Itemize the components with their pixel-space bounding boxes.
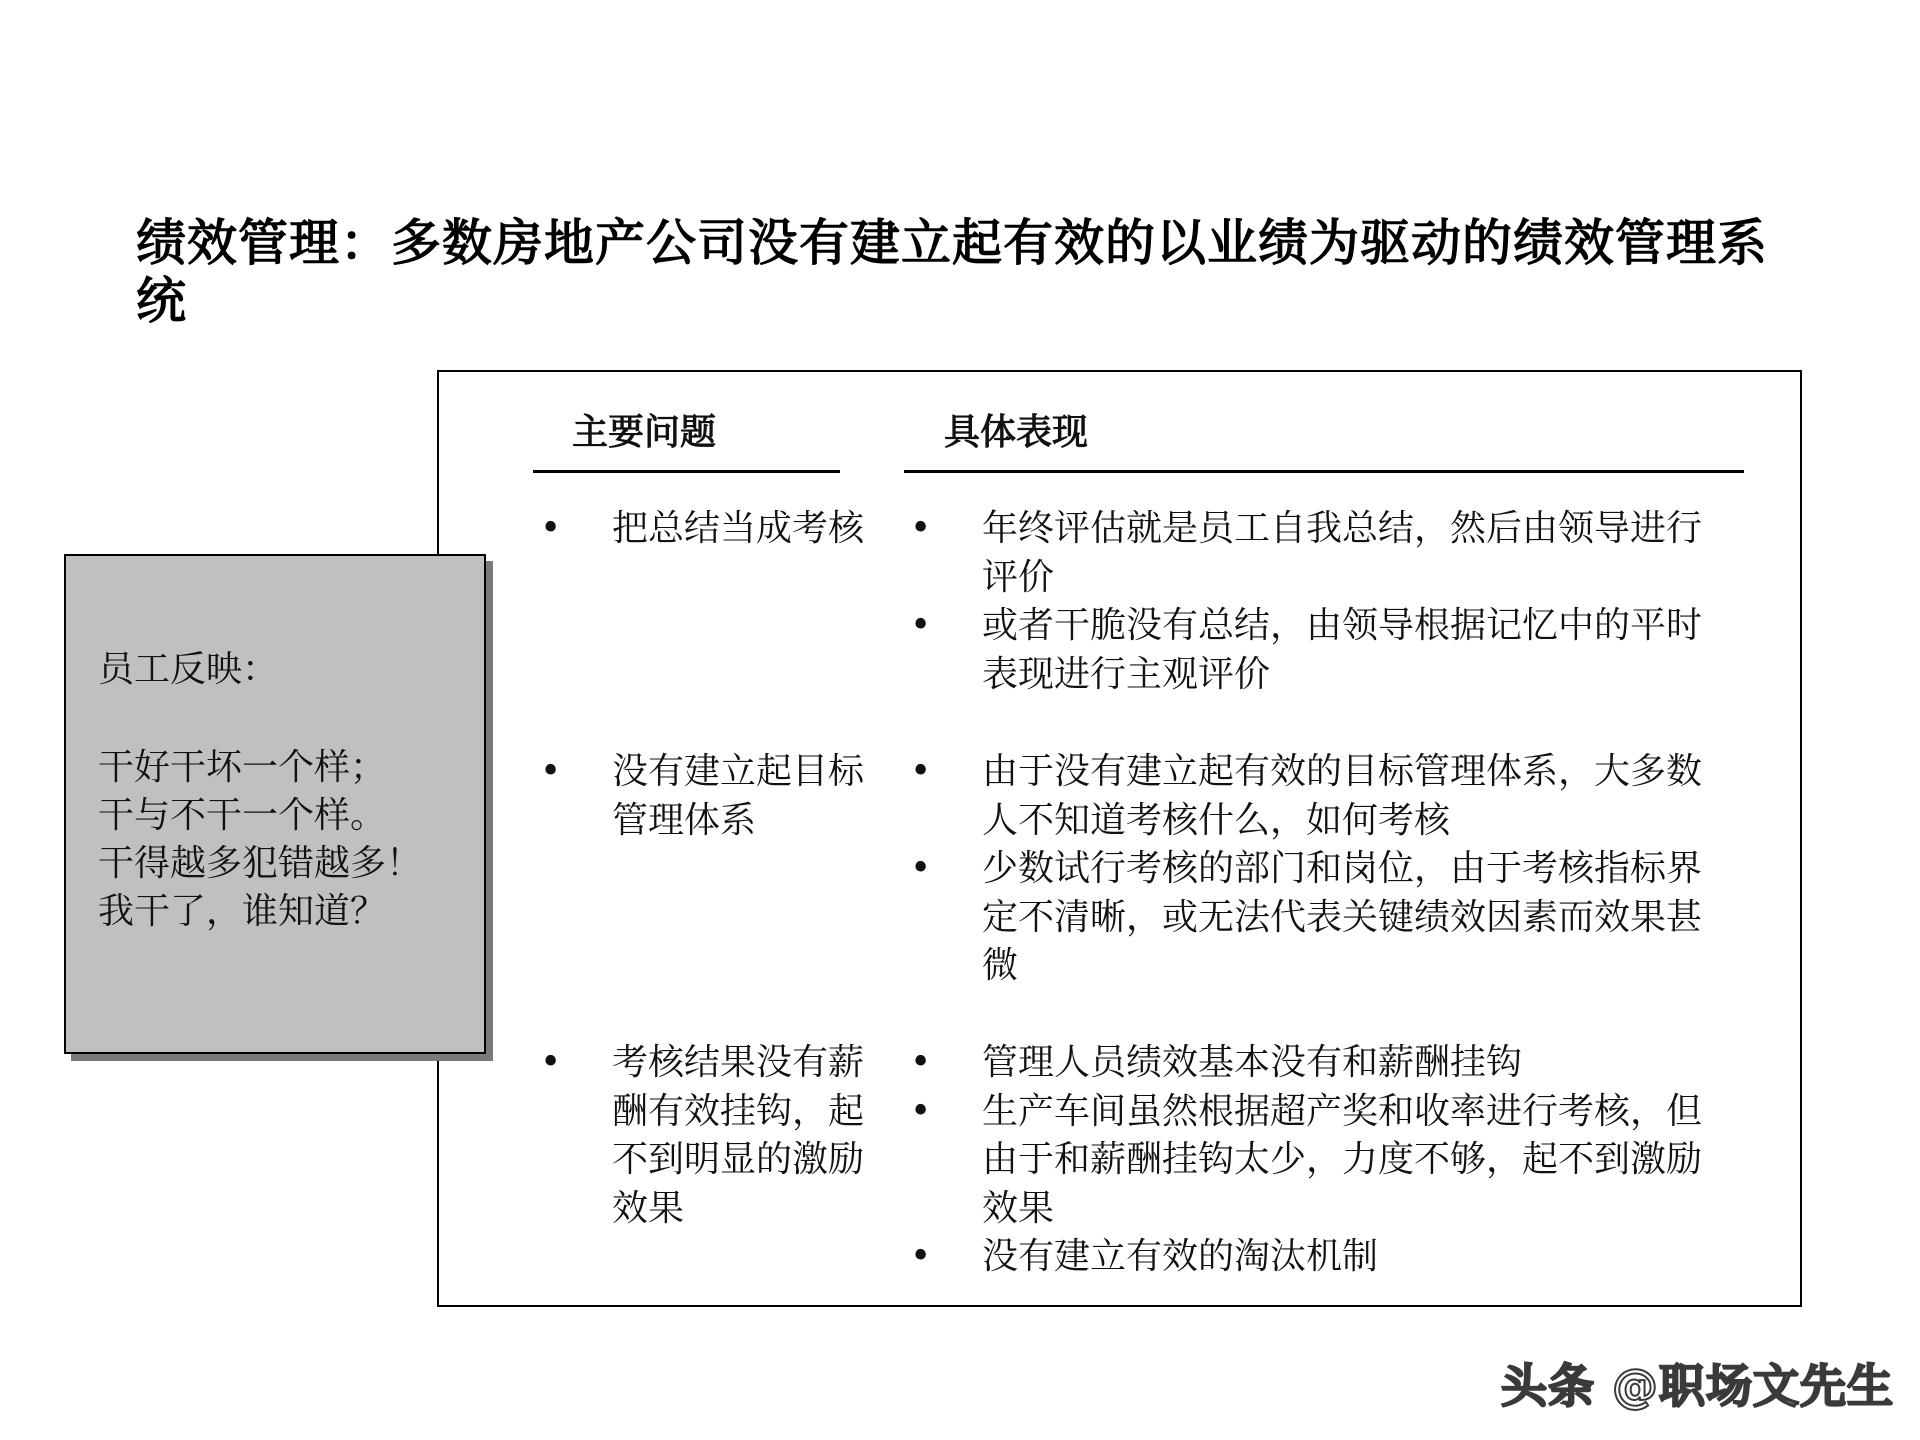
- detail-text: 由于没有建立起有效的目标管理体系，大多数人不知道考核什么，如何考核: [982, 751, 1703, 841]
- detail-text: 或者干脆没有总结，由领导根据记忆中的平时表现进行主观评价: [982, 605, 1703, 695]
- issue-item: [540, 1039, 880, 1233]
- detail-text: 管理人员绩效基本没有和薪酬挂钩: [982, 1042, 1523, 1083]
- detail-item: [910, 748, 1730, 845]
- detail-item: [910, 845, 1730, 991]
- feedback-quote: 干得越多犯错越多！: [98, 843, 423, 884]
- bullet-icon: •: [540, 1042, 562, 1083]
- bullet-icon: •: [910, 848, 932, 889]
- detail-item: [910, 505, 1730, 602]
- feedback-quote: 干好干坏一个样；: [98, 747, 387, 788]
- issue-item: [540, 748, 880, 845]
- bullet-icon: •: [910, 751, 932, 792]
- detail-text: 没有建立有效的淘汰机制: [982, 1236, 1379, 1277]
- bullet-icon: •: [910, 508, 932, 549]
- employee-feedback-quotes: [98, 744, 422, 936]
- detail-text: 年终评估就是员工自我总结，然后由领导进行评价: [982, 508, 1703, 598]
- bullet-icon: •: [910, 1042, 932, 1083]
- header-underline-right: [904, 470, 1744, 473]
- detail-item: [910, 1233, 1730, 1282]
- detail-text: 少数试行考核的部门和岗位，由于考核指标界定不清晰，或无法代表关键绩效因素而效果甚微: [982, 848, 1703, 986]
- bullet-icon: •: [540, 508, 562, 549]
- feedback-quote: 干与不干一个样。: [98, 795, 387, 836]
- header-underline-left: [533, 470, 840, 473]
- employee-feedback-label: 员工反映：: [98, 649, 279, 690]
- issue-item: [540, 505, 880, 554]
- bullet-icon: •: [910, 1090, 932, 1132]
- bullet-icon: •: [910, 1236, 932, 1277]
- bullet-icon: •: [540, 751, 562, 792]
- watermark-text: 头条 @职场文先生: [1500, 1359, 1894, 1413]
- column-header-main-issues: 主要问题: [572, 411, 717, 453]
- detail-list: [910, 1039, 1730, 1282]
- detail-item: [910, 1088, 1730, 1234]
- issue-text: 考核结果没有薪酬有效挂钩，起不到明显的激励效果: [612, 1042, 865, 1229]
- slide-title: 绩效管理：多数房地产公司没有建立起有效的以业绩为驱动的绩效管理系统: [136, 214, 1768, 330]
- detail-list: [910, 505, 1730, 699]
- feedback-quote: 我干了，谁知道？: [98, 891, 387, 932]
- detail-list: [910, 748, 1730, 991]
- issue-text: 把总结当成考核: [612, 508, 865, 549]
- detail-text: 生产车间虽然根据超产奖和收率进行考核，但由于和薪酬挂钩太少，力度不够，起不到激励效果: [982, 1090, 1703, 1229]
- detail-item: [910, 1039, 1730, 1088]
- issue-text: 没有建立起目标管理体系: [612, 751, 865, 841]
- detail-item: [910, 602, 1730, 699]
- column-header-details: 具体表现: [944, 411, 1089, 453]
- bullet-icon: •: [910, 605, 932, 646]
